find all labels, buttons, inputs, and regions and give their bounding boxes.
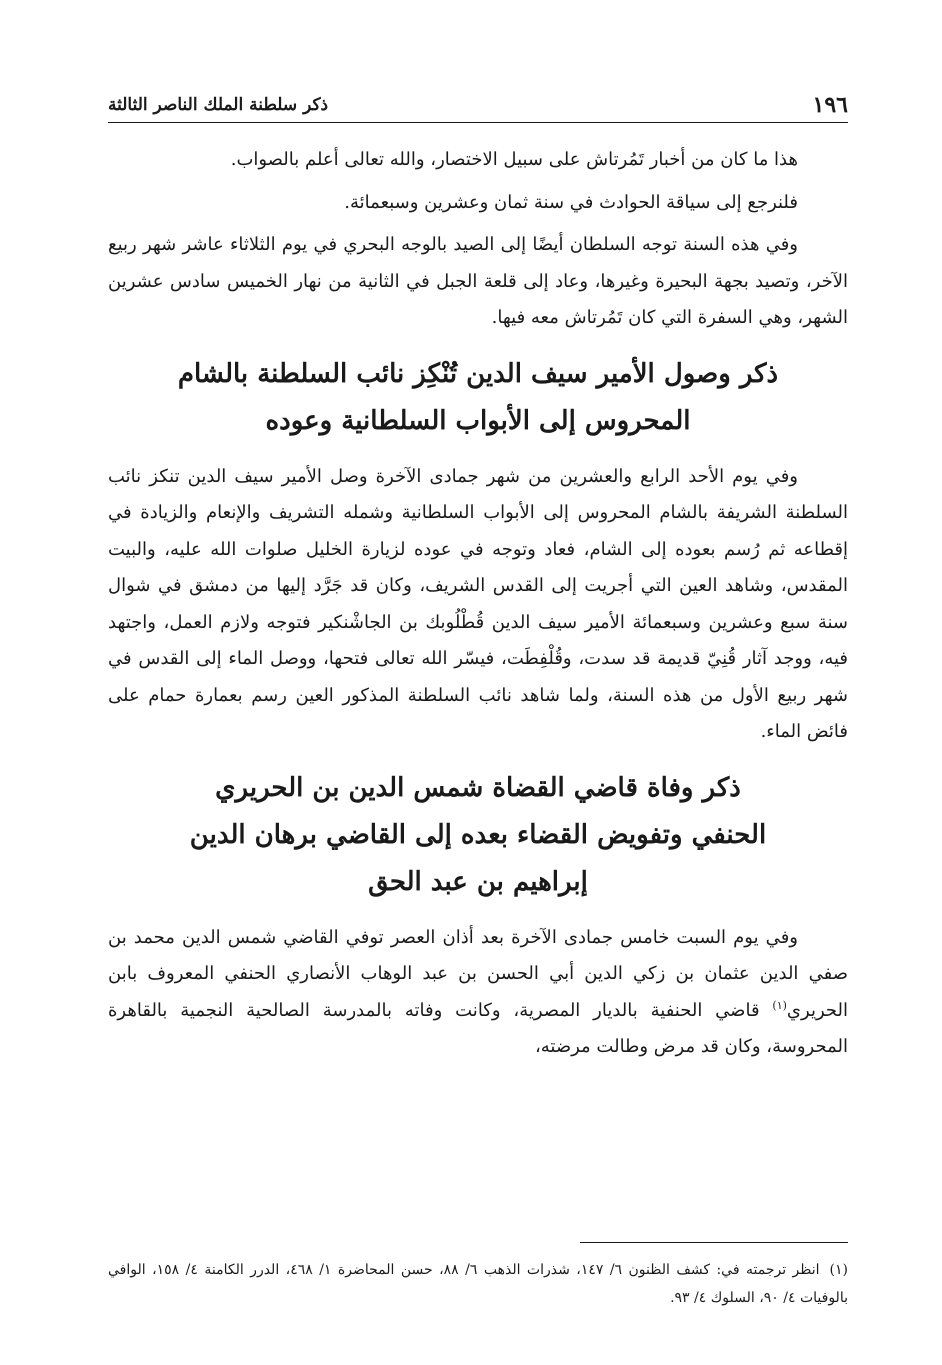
section-heading-tankiz-arrival <box>108 351 848 445</box>
paragraph-tankiz-visit: وفي يوم الأحد الرابع والعشرين من شهر جمادى الآخرة وصل الأمير سيف الدين تنكز نائب السلطنة الشريفة بالشام المحروس إلى الأبواب السلطانية وشمله التشريف والإنعام والزيادة في إقطاعه ثم رُسم بعوده إلى الشام، فعاد وتوجه في عوده لزيارة الخليل صلوات الله عليه، والبيت المقدس، وشاهد العين التي أجريت إلى القدس الشريف، وكان قد جَرَّد إليها من دمشق في شوال سنة سبع وعشرين وسبعمائة الأمير سيف الدين قُطْلُوبك بن الجاشْنكير فتوجه ولازم العمل، واجتهد فيه، ووجد آثار قُنِيّ قديمة قد سدت، وقُلْفِطَت، فيسّر الله تعالى فتحها، ووصل الماء إلى القدس في شهر ربيع الأول من هذه السنة، ولما شاهد نائب السلطنة المذكور العين رسم بعمارة حمام على فائض الماء. <box>108 465 848 742</box>
heading-line: الحنفي وتفويض القضاء بعده إلى القاضي برهان الدين <box>189 819 767 850</box>
section-heading-qadi-death <box>108 765 848 906</box>
book-page <box>108 88 848 1328</box>
heading-line: إبراهيم بن عبد الحق <box>368 866 588 897</box>
paragraph-return-to-events: فلنرجع إلى سياقة الحوادث في سنة ثمان وعشرين وسبعمائة. <box>344 191 798 213</box>
page-body <box>108 142 848 1066</box>
paragraph-tamurtash-conclusion: هذا ما كان من أخبار تَمُرتاش على سبيل الاختصار، والله تعالى أعلم بالصواب. <box>230 149 798 170</box>
page-number: ١٩٦ <box>812 92 848 118</box>
footnote-marker: (١) <box>829 1262 849 1278</box>
footnotes <box>108 1256 848 1312</box>
paragraph-text: قاضي الحنفية بالديار المصرية، وكانت وفاته بالمدرسة الصالحية النجمية بالقاهرة المحروسة، وكان قد مرض وطالت مرضته، <box>108 999 848 1057</box>
heading-line: المحروس إلى الأبواب السلطانية وعوده <box>265 405 691 436</box>
footnote-text: انظر ترجمته في: كشف الظنون ٦/ ١٤٧، شذرات الذهب ٦/ ٨٨، حسن المحاضرة ١/ ٤٦٨، الدرر الكامنة ٤/ ١٥٨، الوافي بالوفيات ٤/ ٩٠، السلوك ٤/ ٩٣. <box>108 1262 848 1306</box>
footnote-separator <box>580 1242 848 1243</box>
heading-line: ذكر وصول الأمير سيف الدين تُنْكِز نائب السلطنة بالشام <box>177 358 779 389</box>
paragraph-text: وفي يوم السبت خامس جمادى الآخرة بعد أذان العصر توفي القاضي شمس الدين محمد بن صفي الدين عثمان بن زكي الدين أبي الحسن بن عبد الوهاب الأنصاري الحنفي المعروف بابن الحريري <box>108 926 848 1021</box>
paragraph-qadi-death <box>108 920 848 1066</box>
footnote-reference: (١) <box>772 998 787 1012</box>
heading-line: ذكر وفاة قاضي القضاة شمس الدين بن الحريري <box>215 772 741 803</box>
running-head <box>108 88 848 123</box>
paragraph-sultan-hunting-trip: وفي هذه السنة توجه السلطان أيضًا إلى الصيد بالوجه البحري في يوم الثلاثاء عاشر شهر ربيع الآخر، وتصيد بجهة البحيرة وغيرها، وعاد إلى قلعة الجبل في الثانية من نهار الخميس سادس عشرين الشهر، وهي السفرة التي كان تَمُرتاش معه فيها. <box>108 234 848 328</box>
running-title: ذكر سلطنة الملك الناصر الثالثة <box>108 95 329 115</box>
